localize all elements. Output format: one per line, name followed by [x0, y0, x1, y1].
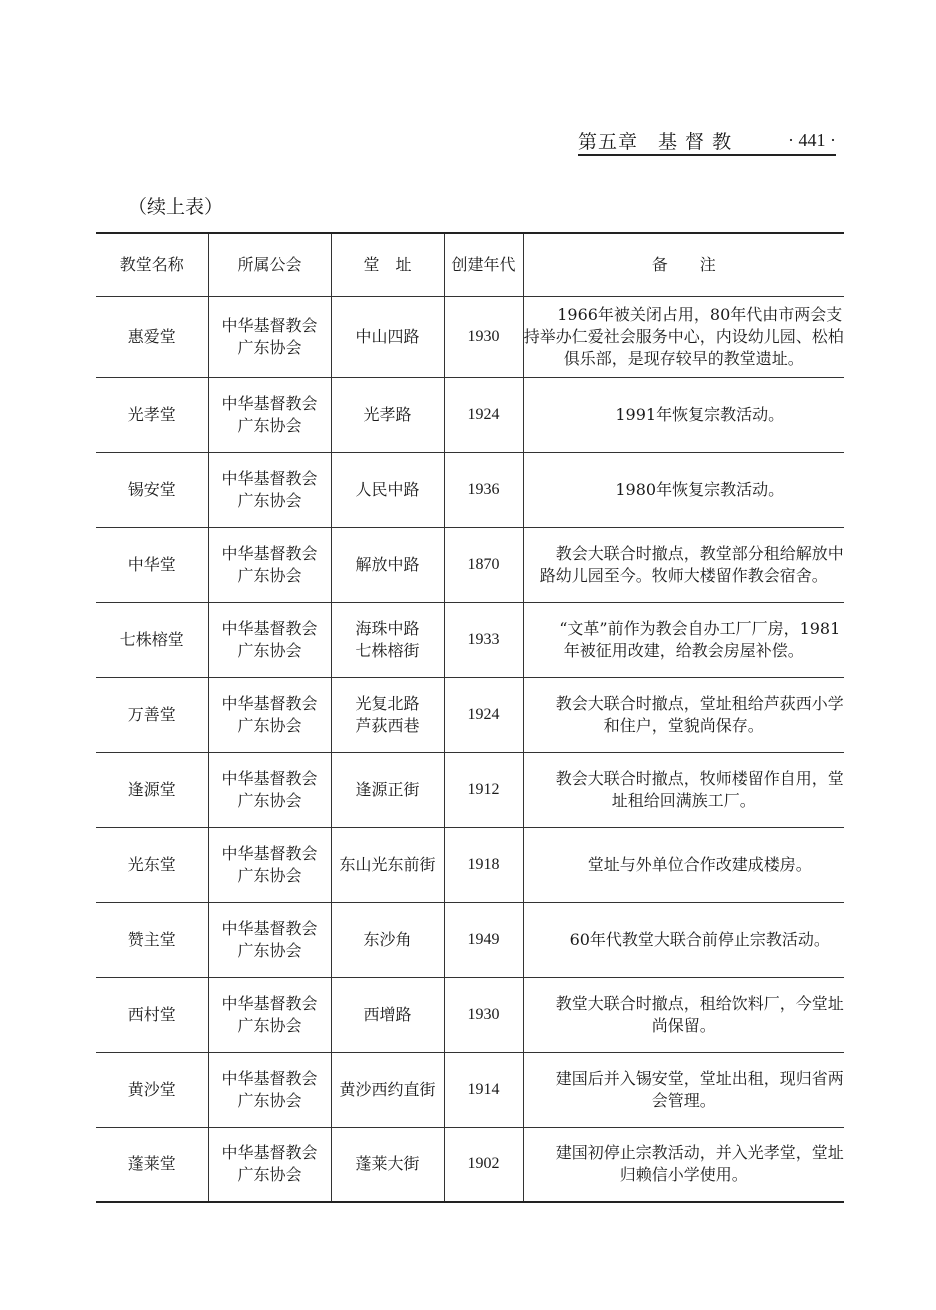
association-line: 广东协会	[237, 415, 302, 435]
association-line: 广东协会	[237, 640, 302, 660]
association-cell	[208, 602, 331, 677]
founded-year: 1936	[444, 452, 523, 527]
table-row	[96, 902, 844, 977]
association-line: 广东协会	[237, 1165, 302, 1185]
running-head	[578, 126, 836, 156]
founded-year: 1924	[444, 377, 523, 452]
founded-year: 1918	[444, 827, 523, 902]
founded-year: 1902	[444, 1127, 523, 1202]
church-name: 惠爱堂	[96, 296, 208, 377]
church-name: 光孝堂	[96, 377, 208, 452]
address-cell	[331, 602, 444, 677]
association-line: 中华基督教会	[221, 1143, 318, 1163]
table-row	[96, 752, 844, 827]
note-cell: 教会大联合时撤点，堂址租给芦荻西小学和住户，堂貌尚保存。	[523, 677, 844, 752]
table-header-row	[96, 233, 844, 296]
address-line: 东沙角	[363, 929, 412, 949]
association-line: 广东协会	[237, 337, 302, 357]
address-cell	[331, 1127, 444, 1202]
association-line: 广东协会	[237, 790, 302, 810]
address-line: 解放中路	[355, 554, 420, 574]
table-row	[96, 977, 844, 1052]
association-line: 中华基督教会	[221, 618, 318, 638]
col-header-name: 教堂名称	[96, 233, 208, 296]
address-cell	[331, 677, 444, 752]
church-name: 光东堂	[96, 827, 208, 902]
association-cell	[208, 452, 331, 527]
address-cell	[331, 827, 444, 902]
table-row	[96, 677, 844, 752]
association-cell	[208, 902, 331, 977]
association-cell	[208, 677, 331, 752]
association-cell	[208, 527, 331, 602]
address-cell	[331, 1052, 444, 1127]
table-row	[96, 1127, 844, 1202]
association-line: 广东协会	[237, 940, 302, 960]
table-row	[96, 296, 844, 377]
note-cell: 教会大联合时撤点，牧师楼留作自用，堂址租给回满族工厂。	[523, 752, 844, 827]
note-cell: “文革”前作为教会自办工厂厂房，1981年被征用改建，给教会房屋补偿。	[523, 602, 844, 677]
church-name: 七株榕堂	[96, 602, 208, 677]
association-line: 中华基督教会	[221, 393, 318, 413]
address-line: 西增路	[363, 1004, 412, 1024]
table-row	[96, 827, 844, 902]
table-row	[96, 377, 844, 452]
association-line: 中华基督教会	[221, 693, 318, 713]
founded-year: 1933	[444, 602, 523, 677]
association-cell	[208, 752, 331, 827]
col-header-association: 所属公会	[208, 233, 331, 296]
address-cell	[331, 752, 444, 827]
col-header-address: 堂 址	[331, 233, 444, 296]
association-line: 中华基督教会	[221, 843, 318, 863]
address-line: 海珠中路	[355, 618, 420, 638]
association-cell	[208, 377, 331, 452]
church-name: 黄沙堂	[96, 1052, 208, 1127]
association-line: 中华基督教会	[221, 918, 318, 938]
association-line: 广东协会	[237, 1015, 302, 1035]
founded-year: 1870	[444, 527, 523, 602]
table-body	[96, 296, 844, 1202]
founded-year: 1924	[444, 677, 523, 752]
address-cell	[331, 527, 444, 602]
church-name: 锡安堂	[96, 452, 208, 527]
note-cell: 建国后并入锡安堂，堂址出租，现归省两会管理。	[523, 1052, 844, 1127]
table-row	[96, 602, 844, 677]
association-line: 中华基督教会	[221, 468, 318, 488]
col-header-notes: 备 注	[523, 233, 844, 296]
address-line: 中山四路	[355, 326, 420, 346]
founded-year: 1930	[444, 296, 523, 377]
chapter-title: 第五章 基 督 教	[578, 130, 733, 153]
founded-year: 1914	[444, 1052, 523, 1127]
note-cell: 1980年恢复宗教活动。	[523, 452, 844, 527]
association-line: 中华基督教会	[221, 1068, 318, 1088]
address-line: 光复北路	[355, 693, 420, 713]
association-cell	[208, 827, 331, 902]
address-line: 蓬莱大街	[355, 1154, 420, 1174]
founded-year: 1930	[444, 977, 523, 1052]
address-cell	[331, 452, 444, 527]
association-line: 广东协会	[237, 565, 302, 585]
founded-year: 1912	[444, 752, 523, 827]
church-name: 中华堂	[96, 527, 208, 602]
address-cell	[331, 377, 444, 452]
church-name: 逢源堂	[96, 752, 208, 827]
address-line: 七株榕街	[355, 640, 420, 660]
association-cell	[208, 1127, 331, 1202]
note-cell: 建国初停止宗教活动，并入光孝堂，堂址归赖信小学使用。	[523, 1127, 844, 1202]
note-cell: 教堂大联合时撤点，租给饮料厂，今堂址尚保留。	[523, 977, 844, 1052]
association-line: 广东协会	[237, 1090, 302, 1110]
address-line: 黄沙西约直街	[339, 1079, 436, 1099]
church-name: 西村堂	[96, 977, 208, 1052]
address-line: 芦荻西巷	[355, 715, 420, 735]
association-line: 广东协会	[237, 715, 302, 735]
address-line: 东山光东前街	[339, 854, 436, 874]
association-line: 中华基督教会	[221, 543, 318, 563]
col-header-year: 创建年代	[444, 233, 523, 296]
address-line: 人民中路	[355, 479, 420, 499]
association-cell	[208, 296, 331, 377]
address-line: 光孝路	[363, 404, 412, 424]
church-table	[96, 232, 844, 1203]
note-cell: 60年代教堂大联合前停止宗教活动。	[523, 902, 844, 977]
association-line: 中华基督教会	[221, 993, 318, 1013]
address-cell	[331, 977, 444, 1052]
page-number: · 441 ·	[788, 129, 836, 150]
association-cell	[208, 1052, 331, 1127]
founded-year: 1949	[444, 902, 523, 977]
note-cell: 堂址与外单位合作改建成楼房。	[523, 827, 844, 902]
church-name: 万善堂	[96, 677, 208, 752]
table-row	[96, 527, 844, 602]
church-name: 赞主堂	[96, 902, 208, 977]
association-cell	[208, 977, 331, 1052]
note-cell: 教会大联合时撤点，教堂部分租给解放中路幼儿园至今。牧师大楼留作教会宿舍。	[523, 527, 844, 602]
association-line: 广东协会	[237, 865, 302, 885]
address-line: 逢源正街	[355, 779, 420, 799]
association-line: 中华基督教会	[221, 768, 318, 788]
church-name: 蓬莱堂	[96, 1127, 208, 1202]
address-cell	[331, 902, 444, 977]
association-line: 广东协会	[237, 490, 302, 510]
note-cell: 1966年被关闭占用，80年代由市两会支持举办仁爱社会服务中心，内设幼儿园、松柏俱乐部，是现存较早的教堂遗址。	[523, 296, 844, 377]
address-cell	[331, 296, 444, 377]
association-line: 中华基督教会	[221, 315, 318, 335]
table-row	[96, 452, 844, 527]
continued-label: （续上表）	[128, 196, 224, 218]
note-cell: 1991年恢复宗教活动。	[523, 377, 844, 452]
table-row	[96, 1052, 844, 1127]
